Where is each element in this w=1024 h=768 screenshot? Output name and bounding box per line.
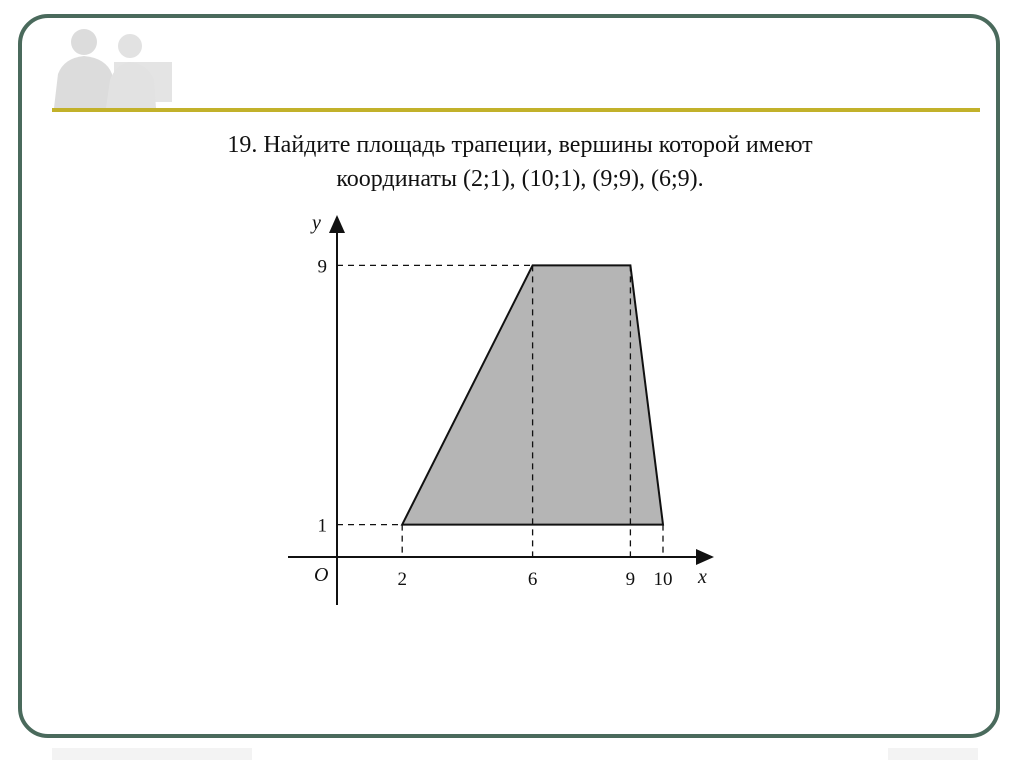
x-tick-label: 10 [653,569,673,590]
x-tick-label: 6 [527,569,538,590]
header-divider [52,108,980,112]
x-axis-label: x [698,566,707,588]
x-tick-label: 9 [625,569,636,590]
origin-label: O [314,564,329,586]
x-tick-label: 2 [397,569,407,590]
footer-right-ghost [888,748,978,760]
y-axis-label: y [312,212,321,234]
task-statement [120,128,920,196]
task-line-2: координаты (2;1), (10;1), (9;9), (6;9). [336,166,704,192]
y-tick-label: 9 [317,256,327,278]
y-tick-label: 1 [317,515,327,537]
trapezoid-diagram [280,205,720,615]
footer-left-ghost [52,748,252,760]
header-people-icon [44,22,178,108]
task-line-1: 19. Найдите площадь трапеции, вершины которой имеют [227,132,813,158]
